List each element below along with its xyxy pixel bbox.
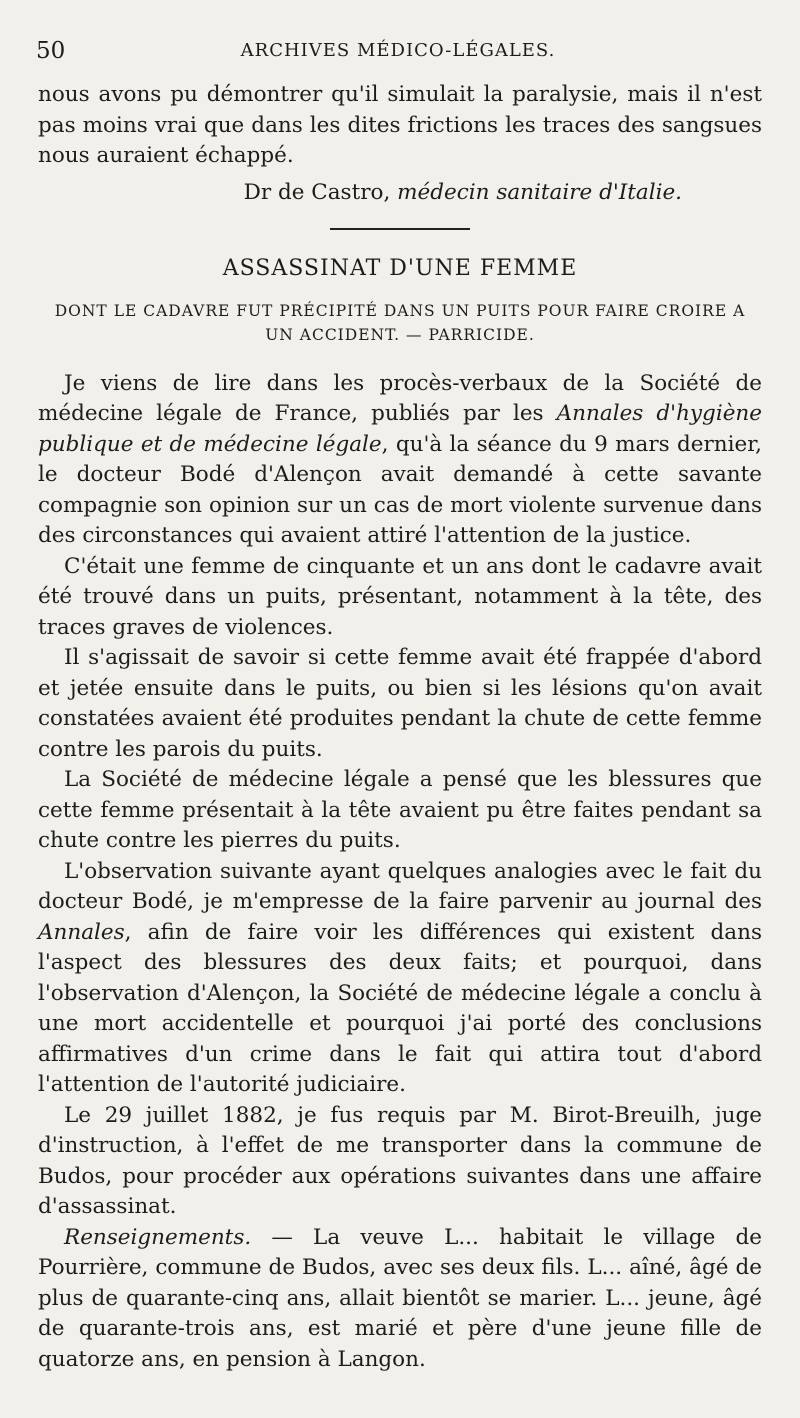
- article-subtitle: DONT LE CADAVRE FUT PRÉCIPITÉ DANS UN PUITS POUR FAIRE CROIRE A UN ACCIDENT. — PARRICIDE.: [54, 301, 746, 344]
- renseignements-heading: Renseignements.: [64, 1224, 252, 1250]
- paragraph-7: [38, 1223, 762, 1376]
- running-head: ARCHIVES MÉDICO-LÉGALES.: [240, 40, 556, 61]
- paragraph-1-text-a: Je viens de lire dans les procès-verbaux de la Société de médecine légale de France, publiés par les: [38, 370, 762, 426]
- section-divider: [330, 228, 470, 230]
- paragraph-7-text: — La veuve L... habitait le village de Pourrière, commune de Budos, avec ses deux fils. L... aîné, âgé de plus de quarante-cinq ans, allait bientôt se marier. L... jeune, âgé de quarante-trois ans, est marié et père d'une jeune fille de quatorze ans, en pension à Langon.: [38, 1224, 762, 1372]
- paragraph-5-text-a: L'observation suivante ayant quelques analogies avec le fait du docteur Bodé, je m'empresse de la faire parvenir au journal des: [38, 858, 762, 914]
- body-text: [38, 80, 762, 1375]
- annales-reference: Annales: [38, 919, 125, 945]
- paragraph-continuation: nous avons pu démontrer qu'il simulait la paralysie, mais il n'est pas moins vrai que dans les dites frictions les traces des sangsues nous auraient échappé.: [38, 82, 762, 168]
- signature-name: Dr de Castro,: [243, 179, 391, 205]
- signature: [38, 178, 762, 209]
- paragraph-1: [38, 369, 762, 552]
- paragraph-5-text-c: , afin de faire voir les différences qui existent dans l'aspect des blessures des deux faits; et pourquoi, dans l'observation d'Alençon, la Société de médecine légale a conclu à une mort accidentelle et pourquoi j'ai porté des conclusions affirmatives d'un crime dans le fait qui attira tout d'abord l'attention de l'autorité judiciaire.: [38, 919, 762, 1097]
- paragraph-3: Il s'agissait de savoir si cette femme avait été frappée d'abord et jetée ensuite dans le puits, ou bien si les lésions qu'on avait constatées avaient été produites pendant la chute de cette femme contre les parois du puits.: [38, 645, 762, 762]
- paragraph-5: [38, 857, 762, 1101]
- article-title: ASSASSINAT D'UNE FEMME: [222, 256, 578, 281]
- journal-title: Annales d'hygiène publique et de médecine légale: [38, 401, 762, 457]
- page-number: 50: [36, 38, 66, 64]
- paragraph-4: La Société de médecine légale a pensé que les blessures que cette femme présentait à la tête avaient pu être faites pendant sa chute contre les pierres du puits.: [38, 767, 762, 853]
- paragraph-2: C'était une femme de cinquante et un ans dont le cadavre avait été trouvé dans un puits, présentant, notamment à la tête, des traces graves de violences.: [38, 553, 762, 640]
- signature-role: médecin sanitaire d'Italie.: [397, 179, 682, 205]
- paragraph-6: Le 29 juillet 1882, je fus requis par M. Birot-Breuilh, juge d'instruction, à l'effet de me transporter dans la commune de Budos, pour procéder aux opérations suivantes dans une affaire d'assassinat.: [38, 1102, 762, 1219]
- page-header: [36, 38, 760, 68]
- paragraph-1-text-c: , qu'à la séance du 9 mars dernier, le docteur Bodé d'Alençon avait demandé à cette savante compagnie son opinion sur un cas de mort violente survenue dans des circonstances qui avaient attiré l'attention de la justice.: [38, 431, 762, 548]
